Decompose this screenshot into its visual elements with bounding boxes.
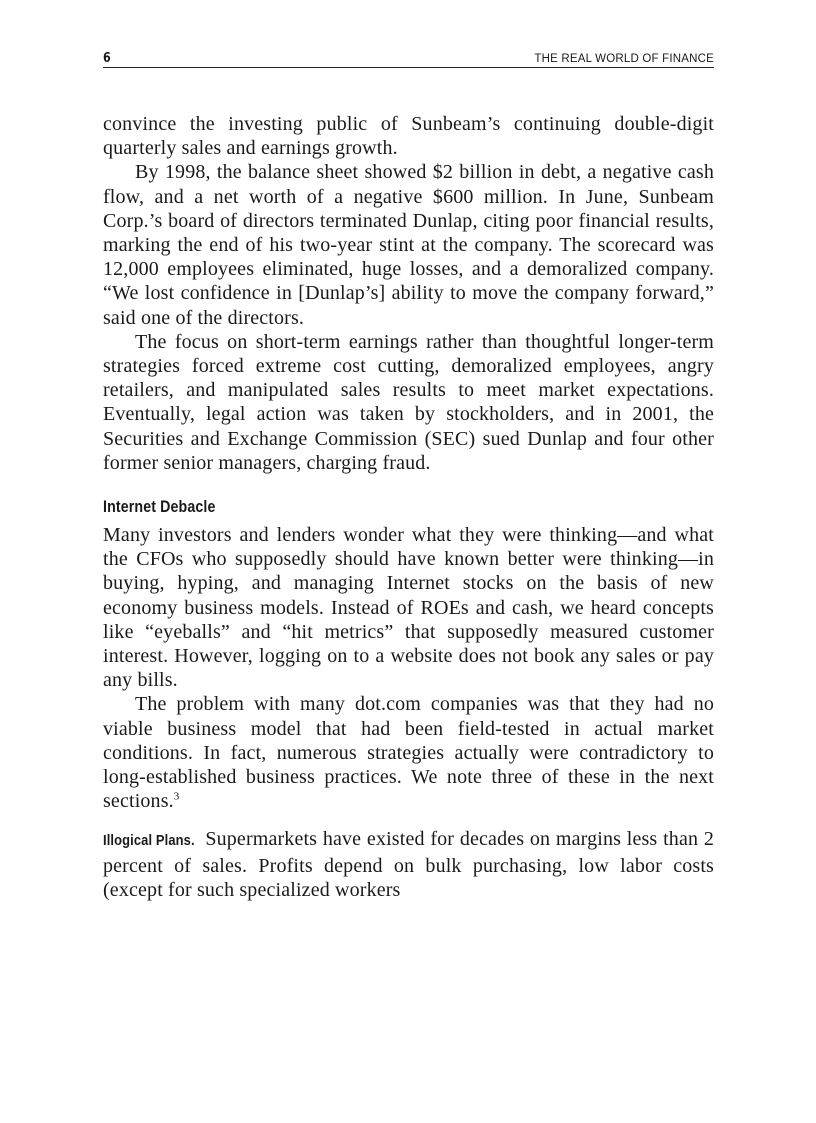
paragraph-balance-sheet: By 1998, the balance sheet showed $2 billion in debt, a negative cash flow, and a net worth of a negative $600 million. In June, Sunbeam Corp.’s board of directors terminated Dunlap, citing poor financial results, marking the end of his two-year stint at the company. The scorecard was 12,000 employees eliminated, huge losses, and a demoralized company. “We lost confidence in [Dunlap’s] ability to move the company forward,” said one of the directors. (103, 161, 714, 329)
footnote-marker: 3 (173, 790, 180, 803)
page-number: 6 (103, 51, 111, 66)
paragraph-supermarkets-text: Supermarkets have existed for decades on margins less than 2 percent of sales. Profits depend on bulk purchasing, low labor costs (except for such specialized workers (103, 828, 714, 901)
paragraph-short-term-focus: The focus on short-term earnings rather than thoughtful longer-term strategies forced extreme cost cutting, demoralized employees, angry retailers, and manipulated sales results to meet market expectations. Eventually, legal action was taken by stockholders, and in 2001, the Securities and Exchange Commission (SEC) sued Dunlap and four other former senior managers, charging fraud. (103, 330, 714, 474)
section-heading-internet-debacle: Internet Debacle (103, 498, 216, 517)
paragraph-dotcom-problem (103, 692, 714, 813)
paragraph-sunbeam-intro: convince the investing public of Sunbeam’s continuing double-digit quarterly sales and earnings growth. (103, 113, 714, 160)
paragraph-illogical-plans (103, 827, 714, 902)
running-head (103, 51, 714, 68)
run-in-heading-illogical-plans: Illogical Plans. (103, 832, 195, 850)
paragraph-investors-wonder: Many investors and lenders wonder what they were thinking—and what the CFOs who supposedly should have known better were thinking—in buying, hyping, and managing Internet stocks on the basis of new economy business models. Instead of ROEs and cash, we heard concepts like “eyeballs” and “hit metrics” that supposedly measured customer interest. However, logging on to a website does not book any sales or pay any bills. (103, 524, 714, 692)
page-body (103, 112, 714, 902)
paragraph-dotcom-text: The problem with many dot.com companies was that they had no viable business model that had been field-tested in actual market conditions. In fact, numerous strategies actually were contradictory to long-established business practices. We note three of these in the next sections. (103, 693, 714, 813)
running-title: THE REAL WORLD OF FINANCE (534, 53, 714, 65)
